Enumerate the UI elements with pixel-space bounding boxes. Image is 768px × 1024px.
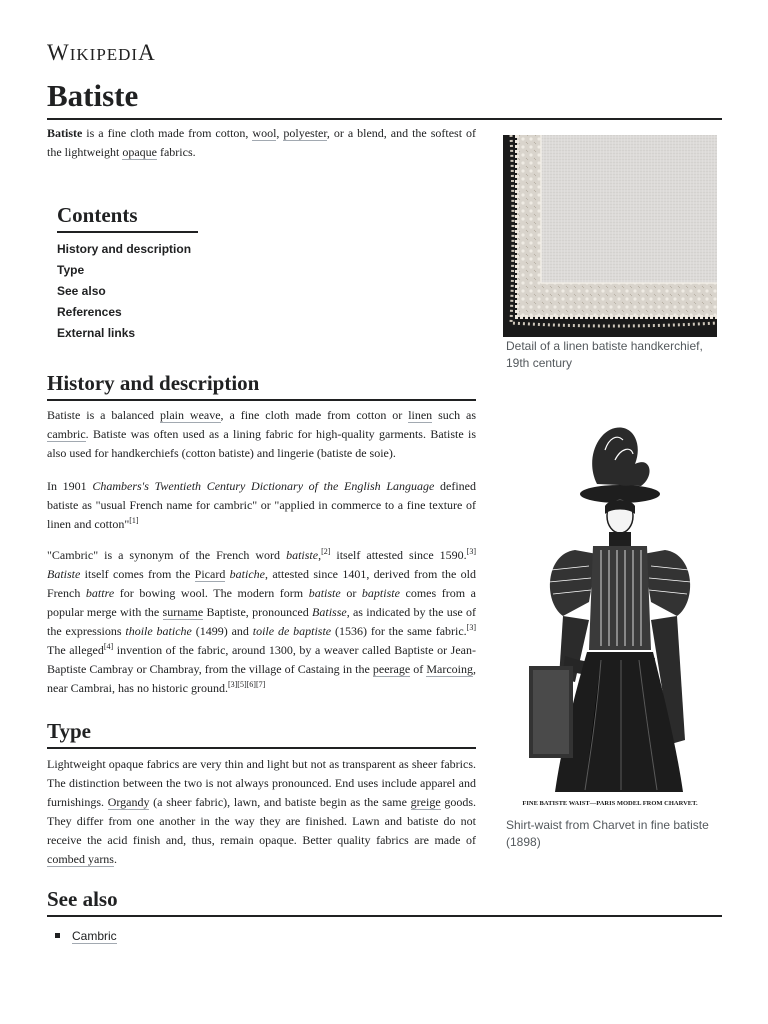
text: batiste [308,586,341,600]
list-item [55,928,117,945]
text: , a fine cloth made from cotton or [220,408,409,422]
engraving-label: FINE BATISTE WAIST—PARIS MODEL FROM CHARVET. [522,800,698,807]
text: Baptiste, pronounced [203,605,313,619]
text: , or a blend, and the softest of the lightweight [47,126,477,159]
text: . Batiste was often used as a lining fabric for high-quality garments. Batiste is also used for handkerchiefs (cotton batiste) and lingerie (batiste de soie). [47,427,476,460]
text: comes from a popular merge with the [47,586,476,619]
figure-2-caption: Shirt-waist from Charvet in fine batiste (1898) [506,818,709,849]
text: Batiste is a balanced [47,408,160,422]
text: "Cambric" is a synonym of the French word [47,548,287,562]
text: or [340,586,362,600]
text: toile de baptiste [252,624,332,638]
link-plain-weave[interactable]: plain weave [159,408,221,422]
citation-4[interactable]: [4] [103,642,114,651]
wikipedia-wordmark[interactable] [47,40,156,66]
text: Batisse [312,605,347,619]
heading-history: History and description [47,370,476,401]
link-polyester[interactable]: polyester [283,126,327,140]
contents-title: Contents [57,202,198,233]
text: The alleged [47,643,104,657]
history-paragraph-1 [47,406,476,463]
citation-1[interactable]: [1] [129,516,139,525]
text: , [276,126,284,140]
lead-bold-term: Batiste [47,126,83,140]
text: Batiste [47,567,81,581]
citation-3[interactable]: [3] [466,547,476,556]
link-surname[interactable]: surname [162,605,204,619]
toc-list [57,239,297,344]
handkerchief-image[interactable] [503,135,717,337]
citation-3b[interactable]: [3] [466,623,476,632]
text: Lightweight opaque fabrics are very thin and light but not as transparent as sheer fabrics. The distinction between the two is not always pronounced. End uses include apparel and furnishings. [47,757,476,809]
wordmark-final: A [138,40,156,65]
link-marcoing[interactable]: Marcoing [426,662,473,676]
text: . [113,852,117,866]
toc-item-references[interactable]: References [57,305,122,319]
heading-see-also: See also [47,886,722,917]
toc-item-type[interactable]: Type [57,263,85,277]
see-also-list [55,928,117,945]
text: goods. They differ from one another in the way they are finished. Lawn and batiste do not receive the acid finish and, thus, remain opaque. Better quality fabrics are made of [47,795,477,847]
toc-item-see-also[interactable]: See also [57,284,106,298]
text: thoile batiche [125,624,192,638]
figure-1-caption: Detail of a linen batiste handkerchief, 19th century [506,339,703,370]
link-wool[interactable]: wool [252,126,277,140]
bullet-icon [55,933,60,938]
text: batiste [286,548,319,562]
link-peerage[interactable]: peerage [372,662,411,676]
link-cambric[interactable]: cambric [47,427,86,441]
text: , [318,548,322,562]
text: batiche [229,567,265,581]
citation-group[interactable]: [3][5][6][7] [227,680,266,689]
lead-paragraph [47,124,476,162]
text: itself comes from the [80,567,195,581]
toc-item-external-links[interactable]: External links [57,326,136,340]
text: battre [85,586,115,600]
page-title: Batiste [47,78,722,120]
type-paragraph [47,755,476,869]
citation-2[interactable]: [2] [321,547,331,556]
text: is a fine cloth made from cotton, [82,126,253,140]
charvet-shirt-waist-engraving[interactable] [505,420,715,812]
link-opaque[interactable]: opaque [122,145,157,159]
text: of [410,662,427,676]
text: itself attested since 1590. [330,548,467,562]
text: for bowing wool. The modern form [114,586,309,600]
text: fabrics. [156,145,196,159]
text: baptiste [361,586,400,600]
text: (a sheer fabric), lawn, and batiste begin as the same [149,795,411,809]
wordmark-middle: IKIPEDI [69,45,139,64]
history-paragraph-2 [47,477,476,534]
text: such as [432,408,477,422]
text: (1536) for the same fabric. [331,624,467,638]
link-linen[interactable]: linen [408,408,433,422]
table-of-contents [57,202,297,344]
history-paragraph-3 [47,546,476,698]
link-organdy[interactable]: Organdy [107,795,150,809]
text: , near Cambrai, has no historic ground. [47,662,476,695]
text: Chambers's Twentieth Century Dictionary of the English Language [92,479,435,493]
wordmark-initial: W [47,40,70,65]
text: , as indicated by the use of the expressions [47,605,477,638]
toc-item-history[interactable]: History and description [57,242,192,256]
link-greige[interactable]: greige [410,795,441,809]
text: invention of the fabric, around 1300, by a weaver called Baptiste or Jean-Baptiste Cambray or Chambray, from the village of Castaing in the [47,643,476,676]
link-combed-yarns[interactable]: combed yarns [47,852,114,866]
text: defined batiste as "usual French name for cambric" or "applied in commerce to a fine texture of linen and cotton" [47,479,477,531]
text: , attested since 1401, derived from the old French [47,567,476,600]
text: (1499) and [191,624,253,638]
text: In 1901 [47,479,93,493]
heading-type: Type [47,718,476,749]
link-see-also-cambric[interactable]: Cambric [72,929,117,943]
link-picard[interactable]: Picard [194,567,226,581]
